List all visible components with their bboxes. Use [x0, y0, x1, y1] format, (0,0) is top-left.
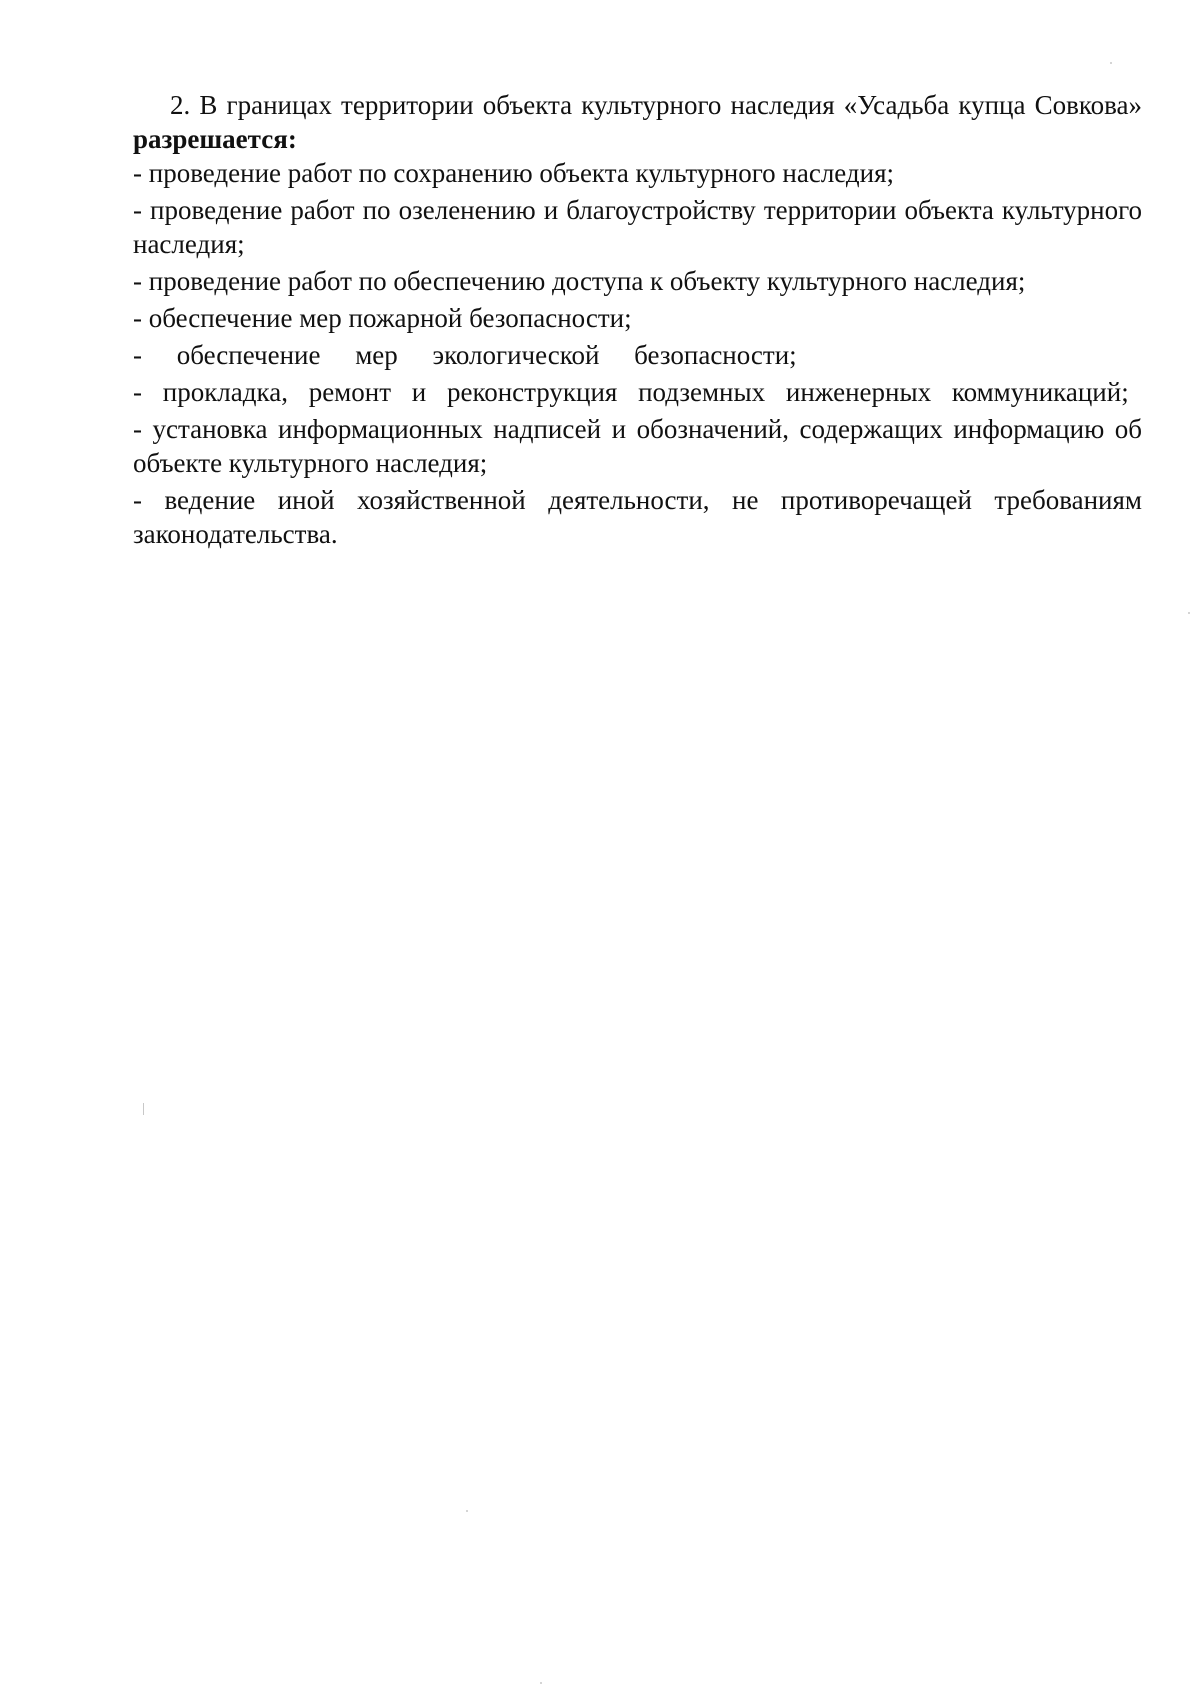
scan-speck — [540, 1682, 542, 1684]
scan-speck — [1188, 612, 1190, 614]
list-item: - прокладка, ремонт и реконструкция подземных инженерных коммуникаций; — [133, 377, 1129, 407]
document-body — [133, 88, 1142, 554]
list-item: - проведение работ по обеспечению доступа к объекту культурного наследия; — [133, 266, 1026, 296]
scan-speck — [1110, 62, 1112, 64]
list-item: - проведение работ по сохранению объекта культурного наследия; — [133, 158, 895, 188]
intro-paragraph — [133, 88, 1142, 156]
intro-bold-keyword: разрешается: — [133, 124, 297, 154]
list-item: - установка информационных надписей и обозначений, содержащих информацию об объекте культурного наследия; — [133, 414, 1142, 478]
list-item: - обеспечение мер пожарной безопасности; — [133, 303, 632, 333]
scan-speck — [466, 1510, 468, 1512]
list-item: - обеспечение мер экологической безопасности; — [133, 340, 797, 370]
scan-speck — [143, 1103, 144, 1115]
intro-text: 2. В границах территории объекта культурного наследия «Усадьба купца Совкова» — [170, 90, 1142, 120]
list-item: - проведение работ по озеленению и благоустройству территории объекта культурного наследия; — [133, 195, 1142, 259]
list-item: - ведение иной хозяйственной деятельности, не противоречащей требованиям законодательства. — [133, 485, 1142, 549]
